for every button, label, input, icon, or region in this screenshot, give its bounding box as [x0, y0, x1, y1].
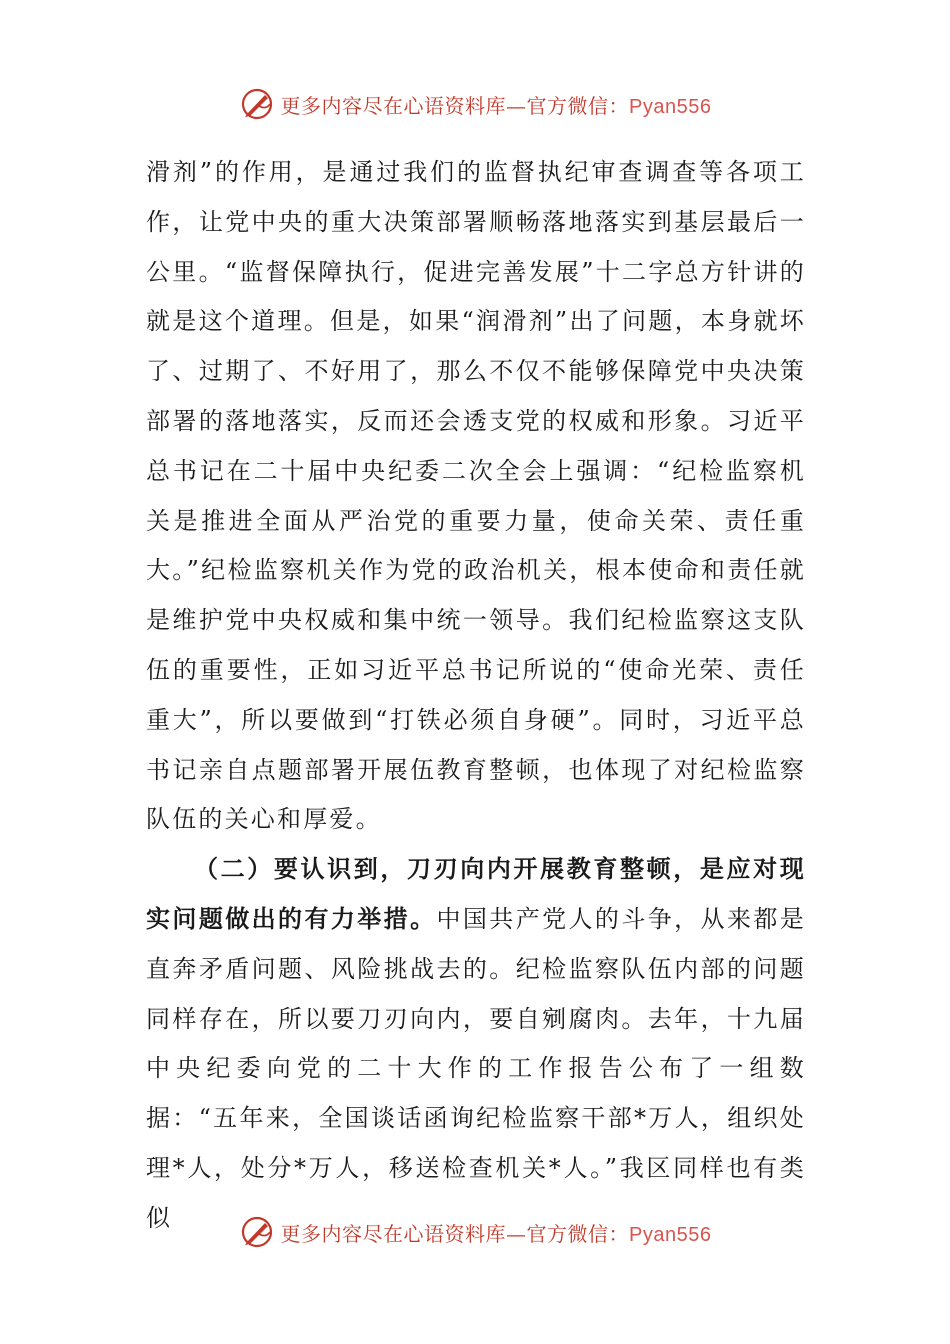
- watermark-header: [0, 84, 950, 124]
- section-heading: （二）要认识到，刀刃向内开展教育整顿，是应对现实问题做出的有力举措。: [146, 855, 806, 933]
- watermark-text: 更多内容尽在心语资料库—官方微信：Pyan556: [280, 1221, 712, 1246]
- paragraph-section-two: [146, 845, 806, 1243]
- paragraph: 滑剂”的作用，是通过我们的监督执纪审查调查等各项工作，让党中央的重大决策部署顺畅落地落实到基层最后一公里。“监督保障执行，促进完善发展”十二字总方针讲的就是这个道理。但是，如果“润滑剂”出了问题，本身就坏了、过期了、不好用了，那么不仅不能够保障党中央决策部署的落地落实，反而还会透支党的权威和形象。习近平总书记在二十届中央纪委二次全会上强调：“纪检监察机关是推进全面从严治党的重要力量，使命关荣、责任重大。”纪检监察机关作为党的政治机关，根本使命和责任就是维护党中央权威和集中统一领导。我们纪检监察这支队伍的重要性，正如习近平总书记所说的“使命光荣、责任重大”，所以要做到“打铁必须自身硬”。同时，习近平总书记亲自点题部署开展伍教育整顿，也体现了对纪检监察队伍的关心和厚爱。: [146, 158, 806, 834]
- pen-logo-icon: [239, 86, 275, 122]
- section-text: 中国共产党人的斗争，从来都是直奔矛盾问题、风险挑战去的。纪检监察队伍内部的问题同样存在，所以要刀刃向内，要自剜腐肉。去年，十九届中央纪委向党的二十大作的工作报告公布了一组数据：“五年来，全国谈话函询纪检监察干部*万人，组织处理*人，处分*万人，移送检查机关*人。”我区同样也有类似: [146, 904, 806, 1232]
- document-body: [146, 148, 806, 1244]
- watermark-footer: [0, 1212, 950, 1252]
- watermark-text: 更多内容尽在心语资料库—官方微信：Pyan556: [280, 93, 712, 118]
- pen-logo-icon: [239, 1214, 275, 1250]
